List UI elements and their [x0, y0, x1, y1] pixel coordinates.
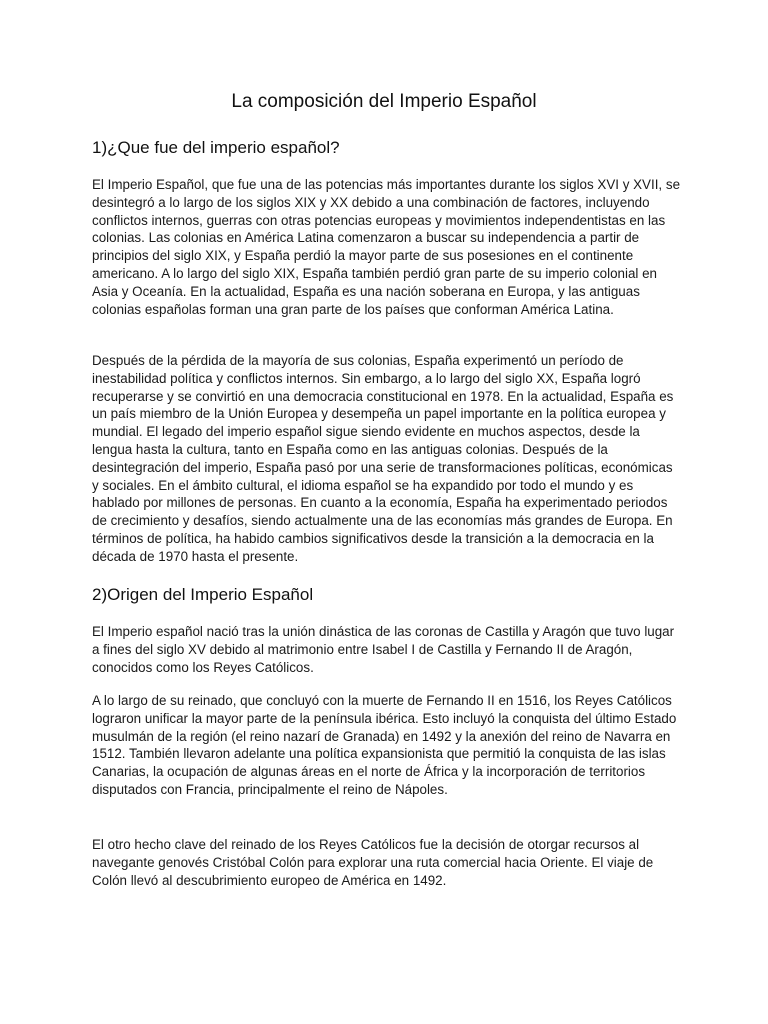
document-title: La composición del Imperio Español — [231, 91, 537, 112]
section-1-paragraph-2: Después de la pérdida de la mayoría de sus colonias, España experimentó un período de inestabilidad política y conflictos internos. Sin embargo, a lo largo del siglo XX, España logró recuperarse y se convirtió en una democracia constitucional en 1978. En la actualidad, España es un país miembro de la Unión Europea y desempeña un papel importante en la política europea y mundial. El legado del imperio español sigue siendo evidente en muchos aspectos, desde la lengua hasta la cultura, tanto en España como en las antiguas colonias. Después de la desintegración del imperio, España pasó por una serie de transformaciones políticas, económicas y sociales. En el ámbito cultural, el idioma español se ha expandido por todo el mundo y es hablado por millones de personas. En cuanto a la economía, España ha experimentado periodos de crecimiento y desafíos, siendo actualmente una de las economías más grandes de Europa. En términos de política, ha habido cambios significativos desde la transición a la democracia en la década de 1970 hasta el presente. — [92, 353, 674, 564]
section-2-paragraph-3: El otro hecho clave del reinado de los Reyes Católicos fue la decisión de otorgar recursos al navegante genovés Cristóbal Colón para explorar una ruta comercial hacia Oriente. El viaje de Colón llevó al descubrimiento europeo de América en 1492. — [92, 837, 654, 888]
section-heading-1: 1)¿Que fue del imperio español? — [92, 138, 340, 157]
section-2-paragraph-2: A lo largo de su reinado, que concluyó con la muerte de Fernando II en 1516, los Reyes Católicos lograron unificar la mayor parte de la península ibérica. Esto incluyó la conquista del último Estado musulmán de la región (el reino nazarí de Granada) en 1492 y la anexión del reino de Navarra en 1512. También llevaron adelante una política expansionista que permitió la conquista de las islas Canarias, la ocupación de algunas áreas en el norte de África y la incorporación de territorios disputados con Francia, principalmente el reino de Nápoles. — [92, 693, 677, 797]
section-1-paragraph-1: El Imperio Español, que fue una de las potencias más importantes durante los siglos XVI y XVII, se desintegró a lo largo de los siglos XIX y XX debido a una combinación de factores, incluyendo conflictos internos, guerras con otras potencias europeas y movimientos independentistas en las colonias. Las colonias en América Latina comenzaron a buscar su independencia a partir de principios del siglo XIX, y España perdió la mayor parte de sus posesiones en el continente americano. A lo largo del siglo XIX, España también perdió gran parte de su imperio colonial en Asia y Oceanía. En la actualidad, España es una nación soberana en Europa, y las antiguas colonias españolas forman una gran parte de los países que conforman América Latina. — [92, 177, 681, 317]
section-2-paragraph-1: El Imperio español nació tras la unión dinástica de las coronas de Castilla y Aragón que tuvo lugar a fines del siglo XV debido al matrimonio entre Isabel I de Castilla y Fernando II de Aragón, conocidos como los Reyes Católicos. — [92, 624, 675, 675]
section-heading-2: 2)Origen del Imperio Español — [92, 585, 314, 604]
